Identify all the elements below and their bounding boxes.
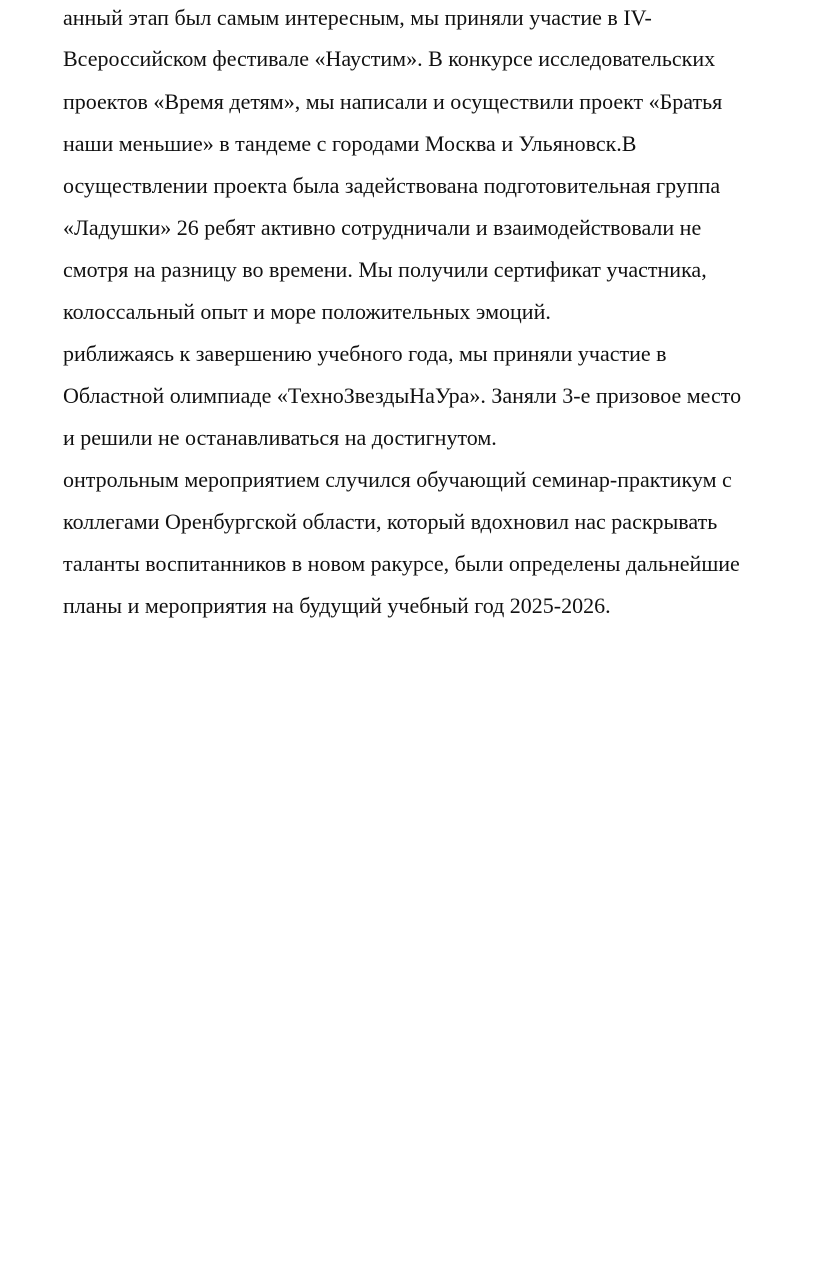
text-line-13: коллегами Оренбургской области, который вдохновил нас раскрывать: [63, 509, 718, 534]
text-line-11: и решили не останавливаться на достигнутом.: [63, 425, 497, 450]
text-line-2: Всероссийском фестивале «Наустим». В конкурсе исследовательских: [63, 46, 716, 71]
text-line-8: колоссальный опыт и море положительных эмоций.: [63, 299, 551, 324]
text-line-10: Областной олимпиаде «ТехноЗвездыНаУра». Заняли 3-е призовое место: [63, 383, 742, 408]
text-line-15: планы и мероприятия на будущий учебный год 2025-2026.: [63, 593, 611, 618]
text-line-14: таланты воспитанников в новом ракурсе, были определены дальнейшие: [63, 551, 740, 576]
text-line-1: анный этап был самым интересным, мы приняли участие в IV-: [63, 5, 652, 30]
text-line-12: онтрольным мероприятием случился обучающий семинар-практикум с: [63, 467, 732, 492]
text-line-7: смотря на разницу во времени. Мы получили сертификат участника,: [63, 257, 707, 282]
text-line-5: осуществлении проекта была задействована подготовительная группа: [63, 173, 721, 198]
text-line-9: риближаясь к завершению учебного года, мы приняли участие в: [63, 341, 667, 366]
text-line-3: проектов «Время детям», мы написали и осуществили проект «Братья: [63, 89, 723, 114]
text-line-4: наши меньшие» в тандеме с городами Москва и Ульяновск.В: [63, 131, 637, 156]
text-line-6: «Ладушки» 26 ребят активно сотрудничали и взаимодействовали не: [63, 215, 702, 240]
